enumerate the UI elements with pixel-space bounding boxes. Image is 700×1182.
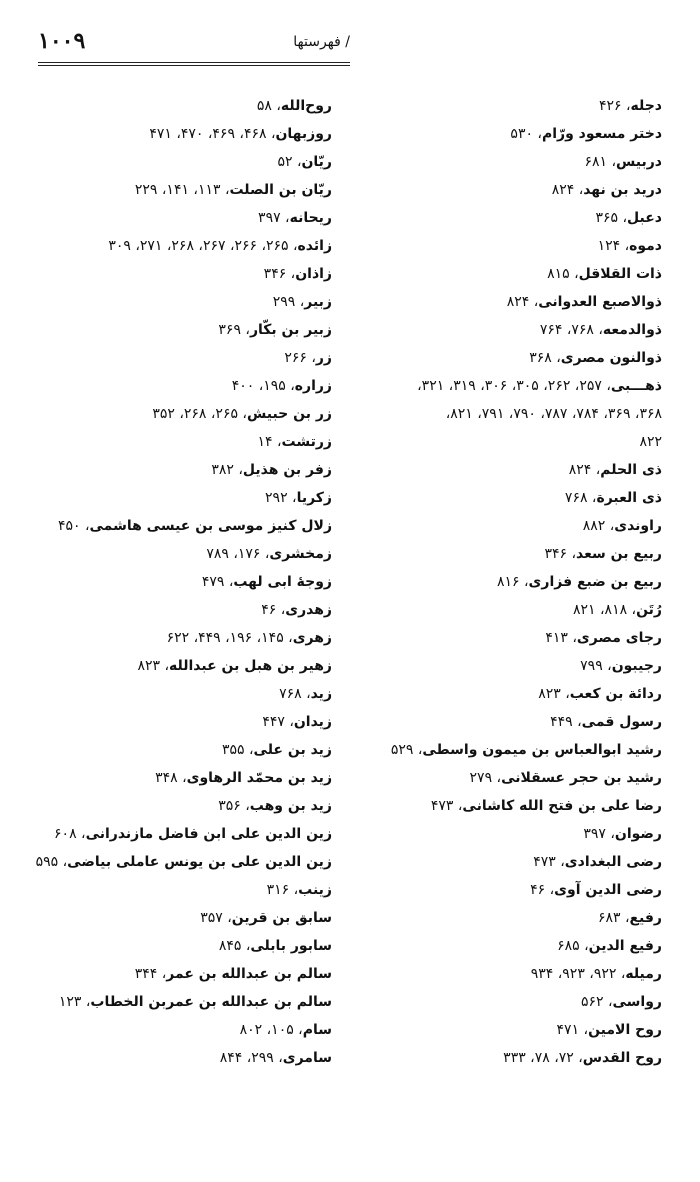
index-term: رفیع الدین [588,938,662,954]
index-term: زهری [292,630,332,646]
index-entry [362,736,662,764]
index-entry [362,960,662,988]
index-term: ربیع بن سعد [576,546,662,562]
index-entry [362,624,662,652]
index-pages: ۳۶۸، ۳۶۹، ۷۸۴، ۷۸۷، ۷۹۰، ۷۹۱، ۸۲۱، [445,406,662,422]
index-entry [0,568,332,596]
term-separator: ، [293,1022,303,1038]
index-entry [362,260,662,288]
index-term: زکریا [296,490,332,506]
index-entry [362,120,662,148]
index-entry [362,512,662,540]
page-header [38,28,350,64]
index-entry [0,680,332,708]
index-term: زوجهٔ ابی لهب [233,574,332,590]
index-pages: ۷۲، ۷۸، ۳۳۳ [503,1050,574,1066]
index-term: زاذان [295,266,332,282]
index-pages: ۵۳۰ [510,126,533,142]
term-separator: ، [573,1050,583,1066]
index-pages: ۳۶۹ [218,322,241,338]
index-pages: ۷۶۸ [279,686,302,702]
term-separator: ، [620,910,630,926]
index-pages: ۵۲ [277,154,293,170]
index-entry [0,512,332,540]
index-entry [362,428,662,456]
term-separator: ، [287,490,297,506]
index-entry [362,344,662,372]
index-entry [0,624,332,652]
term-separator: ، [621,98,631,114]
term-separator: ، [80,518,90,534]
index-pages: ۱۲۳ [58,994,82,1010]
index-entry [362,204,662,232]
index-entry [0,372,332,400]
term-separator: ، [306,350,316,366]
term-separator: ، [587,490,597,506]
index-pages: ۸۱۸، ۸۲۱ [573,602,628,618]
index-term: رشید بن حجر عسقلانی [501,770,662,786]
index-term: ذهـــبی [610,378,662,394]
index-entry [0,428,332,456]
index-pages: ۴۶ [530,882,546,898]
index-term: سابق بن قرین [231,910,332,926]
index-pages: ۸۸۲ [582,518,606,534]
term-separator: ، [492,770,502,786]
term-separator: ، [601,378,611,394]
index-entry [362,988,662,1016]
index-pages: ۳۹۷ [583,826,606,842]
term-separator: ، [284,714,294,730]
index-entry [0,736,332,764]
term-separator: ، [605,518,615,534]
index-pages: ۲۹۹ [272,294,296,310]
index-pages: ۲۶۵، ۲۶۶، ۲۶۷، ۲۶۸، ۲۷۱، ۳۰۹ [108,238,289,254]
index-entry [362,372,662,400]
index-entry [362,540,662,568]
index-pages: ۴۴۹ [550,714,573,730]
index-term: زید بن وهب [249,798,332,814]
term-separator: ، [58,854,68,870]
index-term: زید بن محمّد الرهاوی [186,770,332,786]
index-entry [362,400,662,428]
index-term: رفیع [629,910,662,926]
term-separator: ، [574,182,584,198]
term-separator: ، [551,350,561,366]
index-pages: ۴۷۱ [556,1022,580,1038]
term-separator: ، [177,770,187,786]
index-term: زهیر بن هبل بن عبدالله [169,658,332,674]
index-pages: ۸۴۵ [218,938,242,954]
index-entry [0,708,332,736]
index-term: ذی الحلم [600,462,662,478]
index-entry [362,876,662,904]
index-term: سامری [282,1050,332,1066]
term-separator: ، [260,546,270,562]
index-term: رسول قمی [581,714,662,730]
index-entry [0,232,332,260]
term-separator: ، [233,462,243,478]
index-term: رجیبون [611,658,662,674]
index-entry [0,764,332,792]
index-pages: ۴۲۶ [598,98,622,114]
term-separator: ، [81,994,91,1010]
term-separator: ، [519,574,529,590]
term-separator: ، [627,602,637,618]
index-entry [362,316,662,344]
index-term: ذوالنون مصری [560,350,662,366]
term-separator: ، [276,602,286,618]
index-term: دختر مسعود ورّام [541,126,662,142]
index-term: ریحانه [289,210,332,226]
index-entry [362,92,662,120]
index-term: رُتَن [636,602,662,618]
index-term: روح القدس [582,1050,662,1066]
index-entry [362,764,662,792]
term-separator: ، [591,462,601,478]
index-term: دجله [630,98,662,114]
index-pages: ۱۰۵، ۸۰۲ [239,1022,294,1038]
index-term: رجای مصری [576,630,662,646]
index-entry [362,820,662,848]
index-term: زر بن حبیش [246,406,332,422]
index-entry [0,960,332,988]
term-separator: ، [289,882,299,898]
index-pages: ۸۲۴ [568,462,592,478]
index-column-right [362,92,662,1072]
index-term: روزبهان [275,126,332,142]
index-pages: ۲۹۹، ۸۴۴ [219,1050,274,1066]
index-term: زهدری [285,602,332,618]
term-separator: ، [567,630,577,646]
index-pages: ۴۶۸، ۴۶۹، ۴۷۰، ۴۷۱ [149,126,267,142]
index-entry [0,848,332,876]
index-term: دربیس [615,154,662,170]
term-separator: ، [301,686,311,702]
index-pages: ۴۷۳ [533,854,556,870]
index-entry [362,680,662,708]
term-separator: ، [560,686,570,702]
index-entry [0,92,332,120]
term-separator: ، [579,1022,589,1038]
term-separator: ، [603,994,613,1010]
index-entry [0,652,332,680]
header-rule [38,62,350,63]
term-separator: ، [413,742,423,758]
term-separator: ، [220,182,230,198]
index-pages: ۸۲۳ [538,686,561,702]
term-separator: ، [273,1050,283,1066]
term-separator: ، [285,378,295,394]
term-separator: ، [224,574,234,590]
index-term: راوندی [614,518,662,534]
index-term: ذی العبرة [596,490,662,506]
index-term: ذوالدمعه [602,322,662,338]
index-entry [0,344,332,372]
index-pages: ۴۴۷ [262,714,285,730]
index-entry [0,204,332,232]
index-entry [0,316,332,344]
index-term: روح الامین [588,1022,662,1038]
index-entry [0,484,332,512]
index-term: زبیر بن بکّار [249,322,332,338]
term-separator: ، [76,826,86,842]
index-pages: ۳۴۶ [263,266,287,282]
term-separator: ، [616,966,626,982]
index-term: سام [302,1022,332,1038]
term-separator: ، [240,798,250,814]
index-term: زید بن علی [253,742,332,758]
index-pages: ۸۱۵ [547,266,570,282]
index-pages: ۶۸۱ [584,154,608,170]
index-term: رضی الدین آوی [554,882,662,898]
index-pages: ۶۸۳ [597,910,621,926]
term-separator: ، [572,714,582,730]
index-term: دعبل [627,210,662,226]
index-column-left [0,92,332,1072]
term-separator: ، [292,154,302,170]
term-separator: ، [283,630,293,646]
index-entry [362,652,662,680]
index-term: دموه [629,238,662,254]
index-pages: ۹۲۲، ۹۲۳، ۹۳۴ [530,966,617,982]
index-pages: ۶۸۵ [557,938,580,954]
index-pages: ۴۷۹ [201,574,225,590]
running-title: / فهرستها [293,34,350,50]
index-entry [0,288,332,316]
index-term: رضا علی بن فتح الله کاشانی [462,798,662,814]
index-pages: ۴۶ [261,602,277,618]
index-pages: ۱۴ [257,434,273,450]
index-term: زید [310,686,332,702]
term-separator: ، [241,938,251,954]
index-pages: ۳۵۵ [222,742,245,758]
index-pages: ۸۲۲ [639,434,662,450]
index-pages: ۳۸۲ [211,462,234,478]
index-term: زراره [294,378,332,394]
index-entry [362,932,662,960]
term-separator: ، [618,210,628,226]
index-pages: ۲۹۲ [265,490,288,506]
index-entry [0,932,332,960]
index-pages: ۳۱۶ [266,882,290,898]
index-entry [0,1044,332,1072]
term-separator: ، [620,238,630,254]
index-term: روح‌الله [280,98,332,114]
index-entry [0,148,332,176]
index-entry [0,876,332,904]
index-pages: ۱۷۶، ۷۸۹ [206,546,261,562]
term-separator: ، [569,266,579,282]
term-separator: ، [157,966,167,982]
index-pages: ۱۴۵، ۱۹۶، ۴۴۹، ۶۲۲ [166,630,284,646]
term-separator: ، [286,266,296,282]
index-entry [362,792,662,820]
term-separator: ، [593,322,603,338]
term-separator: ، [266,126,276,142]
index-entry [362,568,662,596]
index-term: زمخشری [269,546,332,562]
index-pages: ۲۷۹ [469,770,493,786]
term-separator: ، [271,98,281,114]
index-term: زینب [298,882,332,898]
header-rule-double [38,65,350,66]
term-separator: ، [272,434,282,450]
term-separator: ، [605,826,615,842]
index-entry [0,540,332,568]
index-entry [362,484,662,512]
index-term: رمیله [625,966,662,982]
index-entry [0,260,332,288]
term-separator: ، [222,910,232,926]
index-pages: ۷۹۹ [580,658,603,674]
index-term: زلال کنیز موسی بن عیسی هاشمی [89,518,332,534]
index-pages: ۱۲۴ [597,238,621,254]
term-separator: ، [567,546,577,562]
index-entry [362,232,662,260]
index-entry [0,988,332,1016]
index-term: زیدان [293,714,332,730]
term-separator: ، [295,294,305,310]
term-separator: ، [607,154,616,170]
index-pages: ۵۹۵ [35,854,59,870]
index-pages: ۵۲۹ [390,742,414,758]
term-separator: ، [555,854,565,870]
index-pages: ۸۱۶ [497,574,520,590]
term-separator: ، [602,658,612,674]
index-term: رضی البغدادی [564,854,662,870]
term-separator: ، [160,658,170,674]
index-term: رشید ابوالعباس بن میمون واسطی [422,742,662,758]
index-pages: ۴۵۰ [57,518,81,534]
index-entry [362,848,662,876]
term-separator: ، [532,126,542,142]
index-pages: ۴۱۳ [545,630,568,646]
index-pages: ۸۲۴ [506,294,530,310]
term-separator: ، [529,294,539,310]
index-pages: ۵۶۲ [580,994,604,1010]
index-term: ربیع بن ضبع فزاری [528,574,662,590]
index-term: زفر بن هذیل [242,462,332,478]
term-separator: ، [288,238,298,254]
index-entry [362,288,662,316]
index-pages: ۳۴۸ [155,770,178,786]
index-entry [362,708,662,736]
index-entry [0,820,332,848]
index-pages: ۲۵۷، ۲۶۲، ۳۰۵، ۳۰۶، ۳۱۹، ۳۲۱، [417,378,602,394]
index-pages: ۷۶۸ [564,490,588,506]
index-pages: ۵۸ [256,98,272,114]
index-entry [362,1016,662,1044]
index-entry [0,904,332,932]
term-separator: ، [280,210,290,226]
term-separator: ، [545,882,555,898]
index-term: ردائة بن کعب [569,686,662,702]
page-number: ۱۰۰۹ [38,28,86,54]
index-term: زبیر [304,294,332,310]
term-separator: ، [237,406,247,422]
index-term: ذوالاصبع العدوانی [538,294,662,310]
index-term: زائده [297,238,332,254]
index-term: سالم بن عبدالله بن عمر [166,966,332,982]
index-term: رواسی [612,994,662,1010]
index-entry [362,1044,662,1072]
index-term: زین الدین علی ابن فاضل مازندرانی [85,826,332,842]
index-pages: ۳۶۸ [529,350,552,366]
term-separator: ، [244,742,254,758]
index-pages: ۸۲۳ [137,658,161,674]
index-term: زر [315,350,332,366]
index-pages: ۴۷۳ [430,798,454,814]
index-term: سابور بابلی [250,938,332,954]
index-pages: ۳۴۶ [544,546,568,562]
index-term: زرتشت [281,434,332,450]
index-entry [362,596,662,624]
index-pages: ۷۶۸، ۷۶۴ [539,322,594,338]
index-pages: ۳۵۷ [200,910,223,926]
index-term: سالم بن عبدالله بن عمربن الخطاب [90,994,332,1010]
index-entry [0,120,332,148]
index-pages: ۲۶۵، ۲۶۸، ۳۵۲ [152,406,238,422]
term-separator: ، [453,798,463,814]
index-entry [362,176,662,204]
index-term: ریّان بن الصلت [229,182,332,198]
index-entry [0,400,332,428]
index-entry [362,904,662,932]
index-entry [362,456,662,484]
index-entry [0,1016,332,1044]
index-pages: ۳۹۷ [258,210,281,226]
index-term: رضوان [614,826,662,842]
index-pages: ۳۵۶ [218,798,241,814]
index-entry [0,456,332,484]
index-entry [0,792,332,820]
index-entry [0,596,332,624]
index-term: ذات القلاقل [578,266,662,282]
index-pages: ۶۰۸ [54,826,77,842]
index-entry [362,148,662,176]
index-term: درید بن نهد [583,182,662,198]
index-pages: ۳۴۴ [134,966,158,982]
index-term: زین الدین علی بن یونس عاملی بیاضی [67,854,332,870]
index-pages: ۱۹۵، ۴۰۰ [231,378,286,394]
index-pages: ۲۶۶ [284,350,307,366]
term-separator: ، [240,322,250,338]
index-term: ریّان [301,154,332,170]
index-pages: ۳۶۵ [595,210,619,226]
index-pages: ۱۱۳، ۱۴۱، ۲۲۹ [134,182,221,198]
index-entry [0,176,332,204]
index-pages: ۸۲۴ [551,182,575,198]
term-separator: ، [579,938,589,954]
